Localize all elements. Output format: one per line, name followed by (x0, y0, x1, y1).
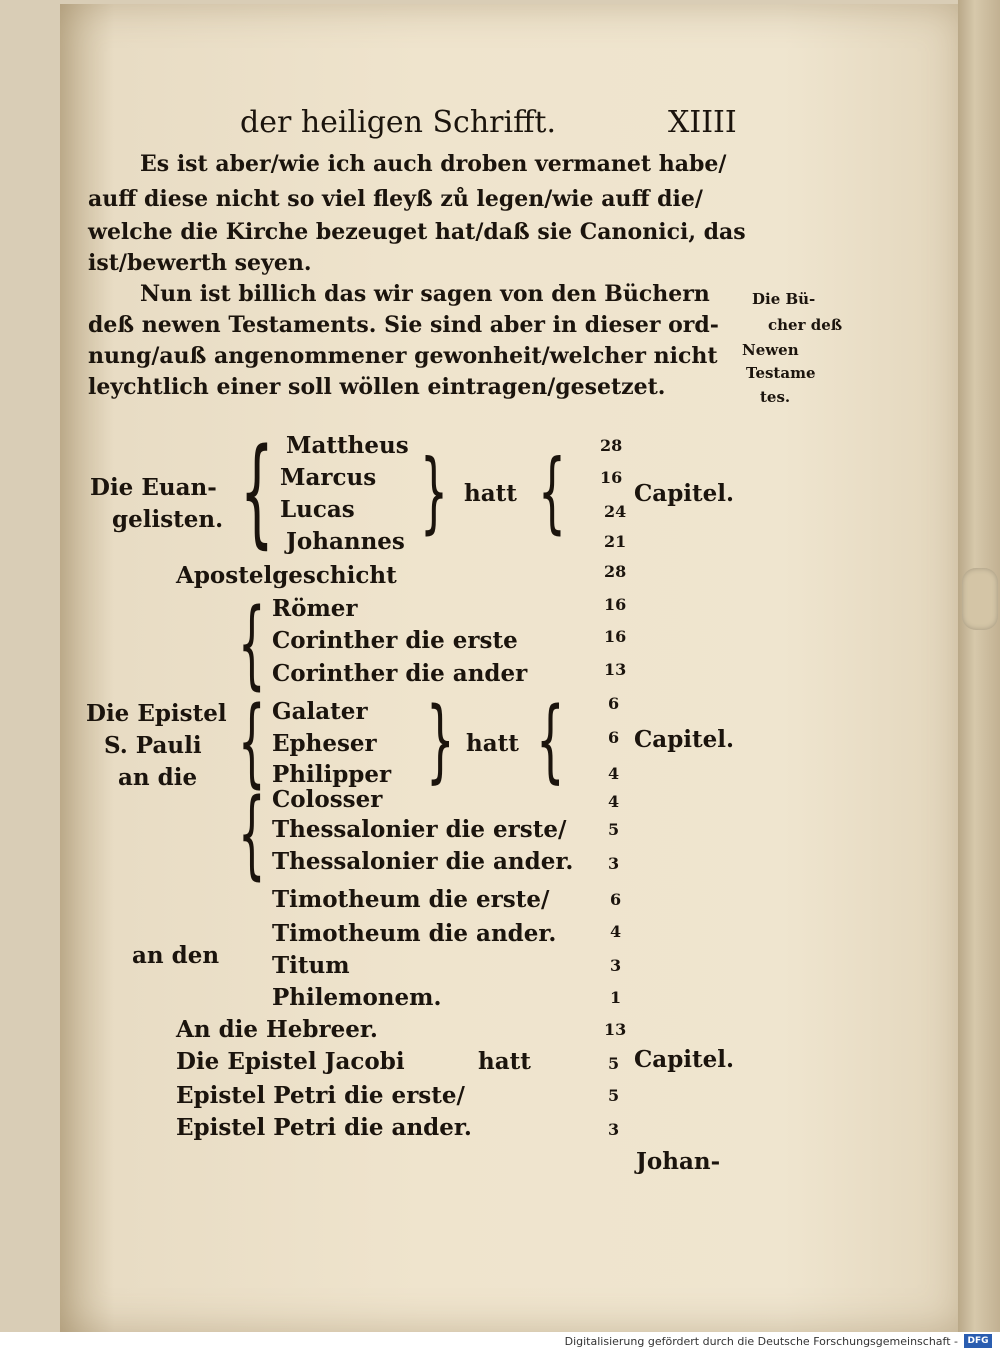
margin-note-line: tes. (760, 388, 791, 406)
book-title: Timotheum die ander. (272, 920, 557, 947)
chapter-count: 5 (608, 820, 620, 839)
chapter-count: 13 (604, 1020, 627, 1039)
chapter-count: 4 (610, 922, 622, 941)
book-title: Epistel Petri die ander. (176, 1114, 472, 1141)
chapter-count: 5 (608, 1054, 620, 1073)
book-title: Galater (272, 698, 368, 725)
book-title: Thessalonier die erste/ (272, 816, 567, 843)
margin-note-line: cher deß (768, 316, 843, 334)
text-line: welche die Kirche bezeuget hat/daß sie Canonici, das (88, 219, 746, 245)
chapter-count: 28 (600, 436, 623, 455)
chapter-count: 6 (608, 694, 620, 713)
book-title: Johannes (286, 528, 405, 555)
chapter-count: 13 (604, 660, 627, 679)
chapter-count: 3 (608, 854, 620, 873)
margin-note-line: Testame (746, 364, 816, 382)
unit-label: Capitel. (634, 726, 735, 753)
book-title: Thessalonier die ander. (272, 848, 574, 875)
book-title: Philemonem. (272, 984, 442, 1011)
brace-icon: { (536, 688, 565, 793)
verb-label: hatt (464, 480, 517, 507)
book-title: Mattheus (286, 432, 409, 459)
unit-label: Capitel. (634, 1046, 735, 1073)
chapter-count: 3 (608, 1120, 620, 1139)
running-title: der heiligen Schrifft. (240, 105, 557, 140)
book-title: Apostelgeschicht (176, 562, 397, 589)
chapter-count: 24 (604, 502, 627, 521)
chapter-count: 3 (610, 956, 622, 975)
book-title: Corinther die erste (272, 627, 518, 654)
chapter-count: 6 (610, 890, 622, 909)
folio-number: XIIII (668, 105, 737, 140)
chapter-count: 4 (608, 764, 620, 783)
catchword: Johan- (636, 1148, 721, 1175)
brace-icon: { (238, 686, 266, 798)
book-title: Römer (272, 595, 358, 622)
group-label: S. Pauli (104, 732, 202, 759)
book-title: Titum (272, 952, 350, 979)
chapter-count: 16 (604, 595, 627, 614)
book-title: Lucas (280, 496, 355, 523)
brace-icon: { (538, 440, 566, 543)
book-edge (958, 0, 1000, 1332)
text-line: Nun ist billich das wir sagen von den Büchern (140, 281, 710, 307)
unit-label: Capitel. (634, 480, 735, 507)
brace-icon: { (238, 588, 266, 700)
brace-icon: } (426, 688, 455, 793)
group-label: an den (132, 942, 220, 969)
group-label: Die Euan- (90, 474, 217, 501)
chapter-count: 16 (600, 468, 623, 487)
funding-credit: Digitalisierung gefördert durch die Deutsche Forschungsgemeinschaft - (564, 1335, 958, 1348)
group-label: an die (118, 764, 198, 791)
book-title: Die Epistel Jacobi (176, 1048, 405, 1075)
margin-note-line: Die Bü- (752, 290, 816, 308)
chapter-count: 16 (604, 627, 627, 646)
book-title: Timotheum die erste/ (272, 886, 550, 913)
brace-icon: { (240, 422, 274, 560)
brace-icon: { (238, 778, 266, 890)
text-line: ist/bewerth seyen. (88, 250, 312, 276)
margin-note-line: Newen (742, 341, 799, 359)
brace-icon: } (420, 440, 448, 543)
group-label: gelisten. (112, 506, 224, 533)
chapter-count: 28 (604, 562, 627, 581)
text-line: deß newen Testaments. Sie sind aber in dieser ord- (88, 312, 719, 338)
book-title: An die Hebreer. (176, 1016, 378, 1043)
chapter-count: 4 (608, 792, 620, 811)
page-clip (962, 568, 998, 630)
verb-label: hatt (478, 1048, 531, 1075)
book-title: Epistel Petri die erste/ (176, 1082, 465, 1109)
book-title: Colosser (272, 786, 383, 813)
chapter-count: 1 (610, 988, 622, 1007)
text-line: leychtlich einer soll wöllen eintragen/gesetzet. (88, 374, 666, 400)
text-line: auff diese nicht so viel fleyß zů legen/wie auff die/ (88, 186, 703, 212)
verb-label: hatt (466, 730, 519, 757)
chapter-count: 5 (608, 1086, 620, 1105)
text-line: nung/auß angenommener gewonheit/welcher nicht (88, 343, 718, 369)
book-title: Philipper (272, 761, 392, 788)
group-label: Die Epistel (86, 700, 227, 727)
chapter-count: 21 (604, 532, 627, 551)
footer-bar (0, 1332, 1000, 1352)
book-title: Marcus (280, 464, 377, 491)
text-line: Es ist aber/wie ich auch droben vermanet habe/ (140, 151, 727, 177)
book-title: Corinther die ander (272, 660, 528, 687)
dfg-logo: DFG (964, 1334, 992, 1348)
book-title: Epheser (272, 730, 377, 757)
chapter-count: 6 (608, 728, 620, 747)
